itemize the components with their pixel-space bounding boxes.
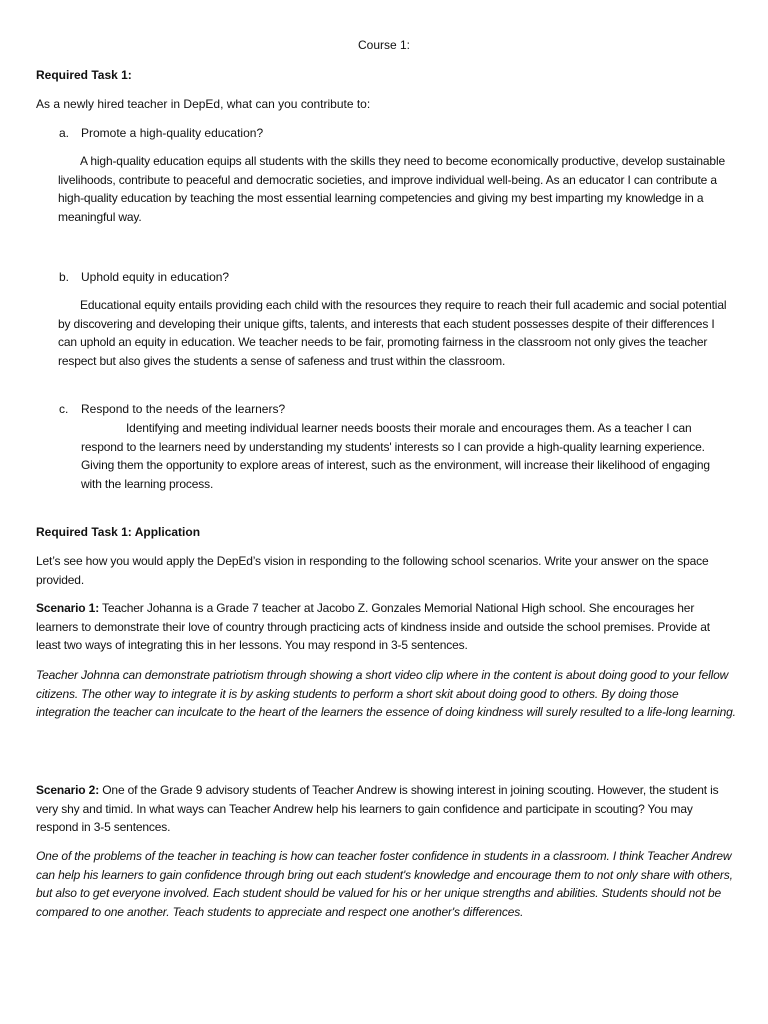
question-intro: As a newly hired teacher in DepEd, what can you contribute to: — [36, 97, 371, 111]
item-c-question: Respond to the needs of the learners? — [81, 402, 286, 416]
item-b-answer: Educational equity entails providing each child with the resources they require to reach their full academic and social potential by discovering and developing their unique gifts, talents, and interests that each student possesses despite of their differences I can uphold an equity in education. We teacher needs to be fair, promoting fairness in the classroom not only gives the teacher respect but also gives the students a sense of safeness and trust within the classroom. — [58, 298, 727, 369]
scenario-1-prompt-text: Teacher Johanna is a Grade 7 teacher at Jacobo Z. Gonzales Memorial National High school. She encourages her learners to demonstrate their love of country through practicing acts of kindness inside and outside the school premises. Provide at least two ways of integrating this in her lessons. You may respond in 3-5 sentences. — [36, 601, 710, 653]
item-a-answer: A high-quality education equips all students with the skills they need to become economically productive, develop sustainable livelihoods, contribute to peaceful and democratic societies, and improve individual well-being. As an educator I can contribute a high-quality education by teaching the most essential learning competencies and giving my best imparting my knowledge in a meaningful way. — [58, 154, 725, 225]
application-heading: Required Task 1: Application — [36, 525, 201, 539]
item-a-marker: a. — [59, 126, 70, 140]
task-heading: Required Task 1: — [36, 68, 132, 82]
scenario-1-answer: Teacher Johnna can demonstrate patriotism through showing a short video clip where in the content is about doing good to your fellow citizens. The other way to integrate it is by asking students to perform a short skit about doing good to others. By doing those integration the teacher can inculcate to the heart of the learners the essence of doing kindness will surely resulted to a life-long learning. — [36, 668, 736, 720]
scenario-2-answer: One of the problems of the teacher in teaching is how can teacher foster confidence in students in a classroom. I think Teacher Andrew can help his learners to gain confidence through bring out each student's knowledge and encourage them to not only share with others, but also to get everyone involved. Each student should be valued for his or her unique strengths and abilities. Students should not be compared to one another. Teach students to appreciate and respect one another's differences. — [36, 849, 733, 920]
scenario-1-label: Scenario 1: — [36, 601, 100, 615]
item-b-marker: b. — [59, 270, 70, 284]
application-intro: Let’s see how you would apply the DepEd’s vision in responding to the following school scenarios. Write your answer on the space provided. — [36, 554, 709, 587]
scenario-1-prompt — [36, 599, 736, 655]
scenario-2-label: Scenario 2: — [36, 783, 100, 797]
scenario-2-prompt-text: One of the Grade 9 advisory students of Teacher Andrew is showing interest in joining scouting. However, the student is very shy and timid. In what ways can Teacher Andrew help his learners to gain confidence and participate in scouting? You may respond in 3-5 sentences. — [36, 783, 719, 835]
scenario-2-prompt — [36, 781, 736, 837]
item-b-question: Uphold equity in education? — [81, 270, 230, 284]
item-c-answer: Identifying and meeting individual learner needs boosts their morale and encourages them. As a teacher I can respond to the learners need by understanding my students' interests so I can provide a high-quality learning experience. Giving them the opportunity to explore areas of interest, such as the environment, will increase their likelihood of engaging with the learning process. — [81, 421, 710, 492]
item-c-marker: c. — [59, 402, 69, 416]
document-title: Course 1: — [357, 38, 411, 52]
item-a-question: Promote a high-quality education? — [81, 126, 264, 140]
